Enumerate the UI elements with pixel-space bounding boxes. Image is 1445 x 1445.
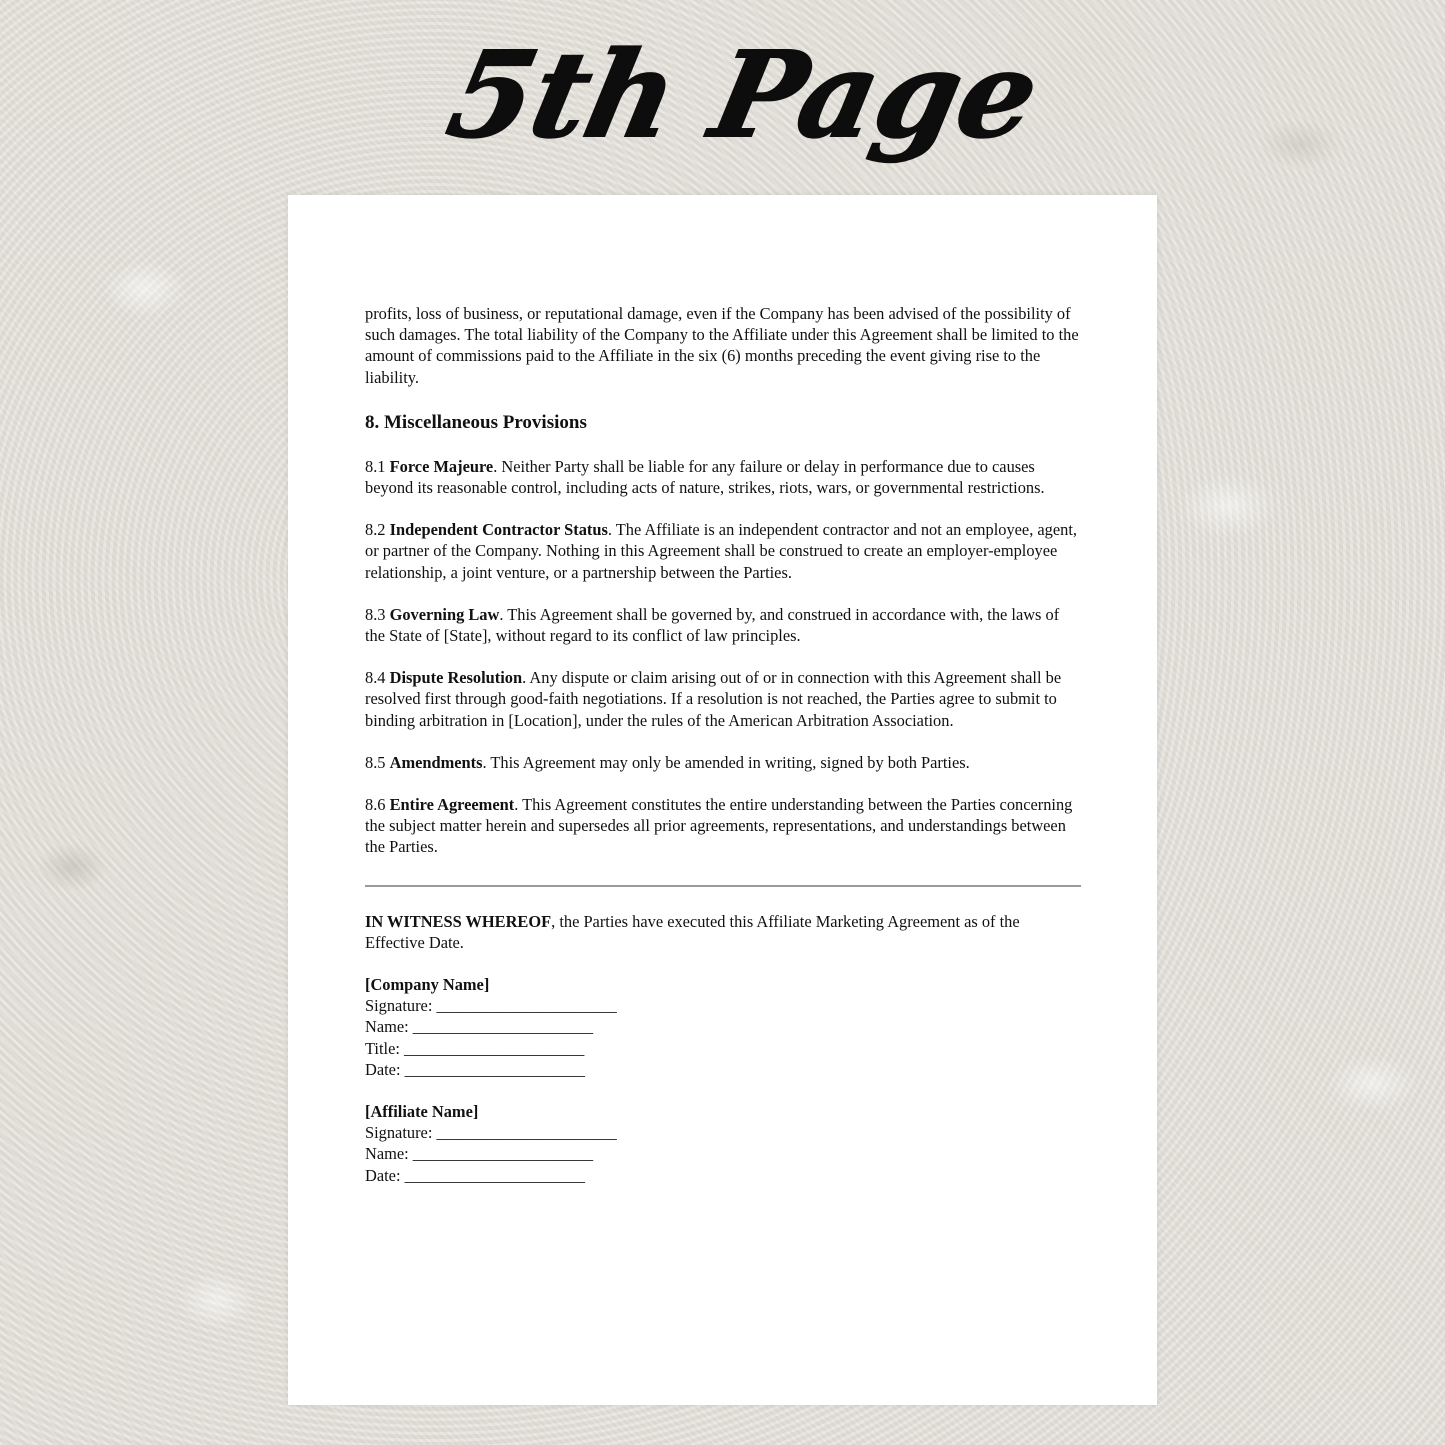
company-name-title: [Company Name] (365, 975, 490, 995)
clause-title: Governing Law (389, 604, 500, 624)
clause-number: 8.6 (365, 795, 386, 815)
witness-text: , the Parties have executed this Affiliate Marketing Agreement as of the Effective Date. (365, 911, 1020, 952)
clause-text: . This Agreement shall be governed by, and construed in accordance with, the laws of the State of [State], without regard to its conflict of law principles. (365, 604, 1060, 646)
clause-number: 8.3 (365, 604, 386, 624)
clause-number: 8.1 (365, 456, 386, 476)
clause-8-3 (365, 604, 1081, 646)
clause-number: 8.4 (365, 668, 386, 688)
clause-8-6 (365, 794, 1081, 858)
page-heading-text: 5th Page (437, 26, 1050, 165)
clause-text: . This Agreement may only be amended in writing, signed by both Parties. (482, 752, 970, 772)
affiliate-signature-line: Signature: ______________________ (365, 1123, 617, 1143)
clause-text: . This Agreement constitutes the entire understanding between the Parties concerning the subject matter herein and supersedes all prior agreements, representations, and understandings between the Parties. (365, 795, 1073, 857)
clause-8-5 (365, 752, 1081, 773)
affiliate-name-line: Name: ______________________ (365, 1144, 594, 1164)
clause-text: . Neither Party shall be liable for any failure or delay in performance due to causes beyond its reasonable control, including acts of nature, strikes, riots, wars, or governmental restrictions. (365, 456, 1045, 498)
clause-8-1 (365, 456, 1081, 498)
clause-number: 8.5 (365, 752, 386, 772)
company-signature-line: Signature: ______________________ (365, 996, 617, 1016)
company-date-line: Date: ______________________ (365, 1059, 585, 1079)
affiliate-signature-block (365, 1101, 1081, 1186)
clause-title: Independent Contractor Status (389, 520, 608, 540)
witness-lead: IN WITNESS WHEREOF (365, 911, 552, 931)
clause-text: . The Affiliate is an independent contractor and not an employee, agent, or partner of the Company. Nothing in this Agreement shall be construed to create an employer-employee relationship, a joint venture, or a partnership between the Parties. (365, 520, 1077, 582)
clause-text: . Any dispute or claim arising out of or in connection with this Agreement shall be resolved first through good-faith negotiations. If a resolution is not reached, the Parties agree to submit to binding arbitration in [Location], under the rules of the American Arbitration Association. (365, 668, 1062, 730)
witness-paragraph (365, 911, 1081, 953)
affiliate-date-line: Date: ______________________ (365, 1165, 585, 1185)
company-title-line: Title: ______________________ (365, 1038, 585, 1058)
page-heading (0, 18, 1445, 188)
clause-title: Entire Agreement (389, 795, 515, 815)
clause-title: Force Majeure (389, 456, 494, 476)
company-signature-block (365, 974, 1081, 1080)
affiliate-name-title: [Affiliate Name] (365, 1102, 479, 1122)
clause-title: Amendments (389, 752, 483, 772)
clause-8-4 (365, 667, 1081, 731)
document-page (288, 195, 1157, 1405)
clause-title: Dispute Resolution (389, 668, 523, 688)
clause-8-2 (365, 519, 1081, 583)
section-divider (365, 885, 1081, 887)
company-name-line: Name: ______________________ (365, 1017, 594, 1037)
document-content (365, 303, 1081, 1207)
clause-number: 8.2 (365, 520, 386, 540)
intro-paragraph: profits, loss of business, or reputational damage, even if the Company has been advised of the possibility of such damages. The total liability of the Company to the Affiliate under this Agreement shall be limited to the amount of commissions paid to the Affiliate in the six (6) months preceding the event giving rise to the liability. (365, 304, 1079, 387)
section-title: 8. Miscellaneous Provisions (365, 411, 587, 433)
